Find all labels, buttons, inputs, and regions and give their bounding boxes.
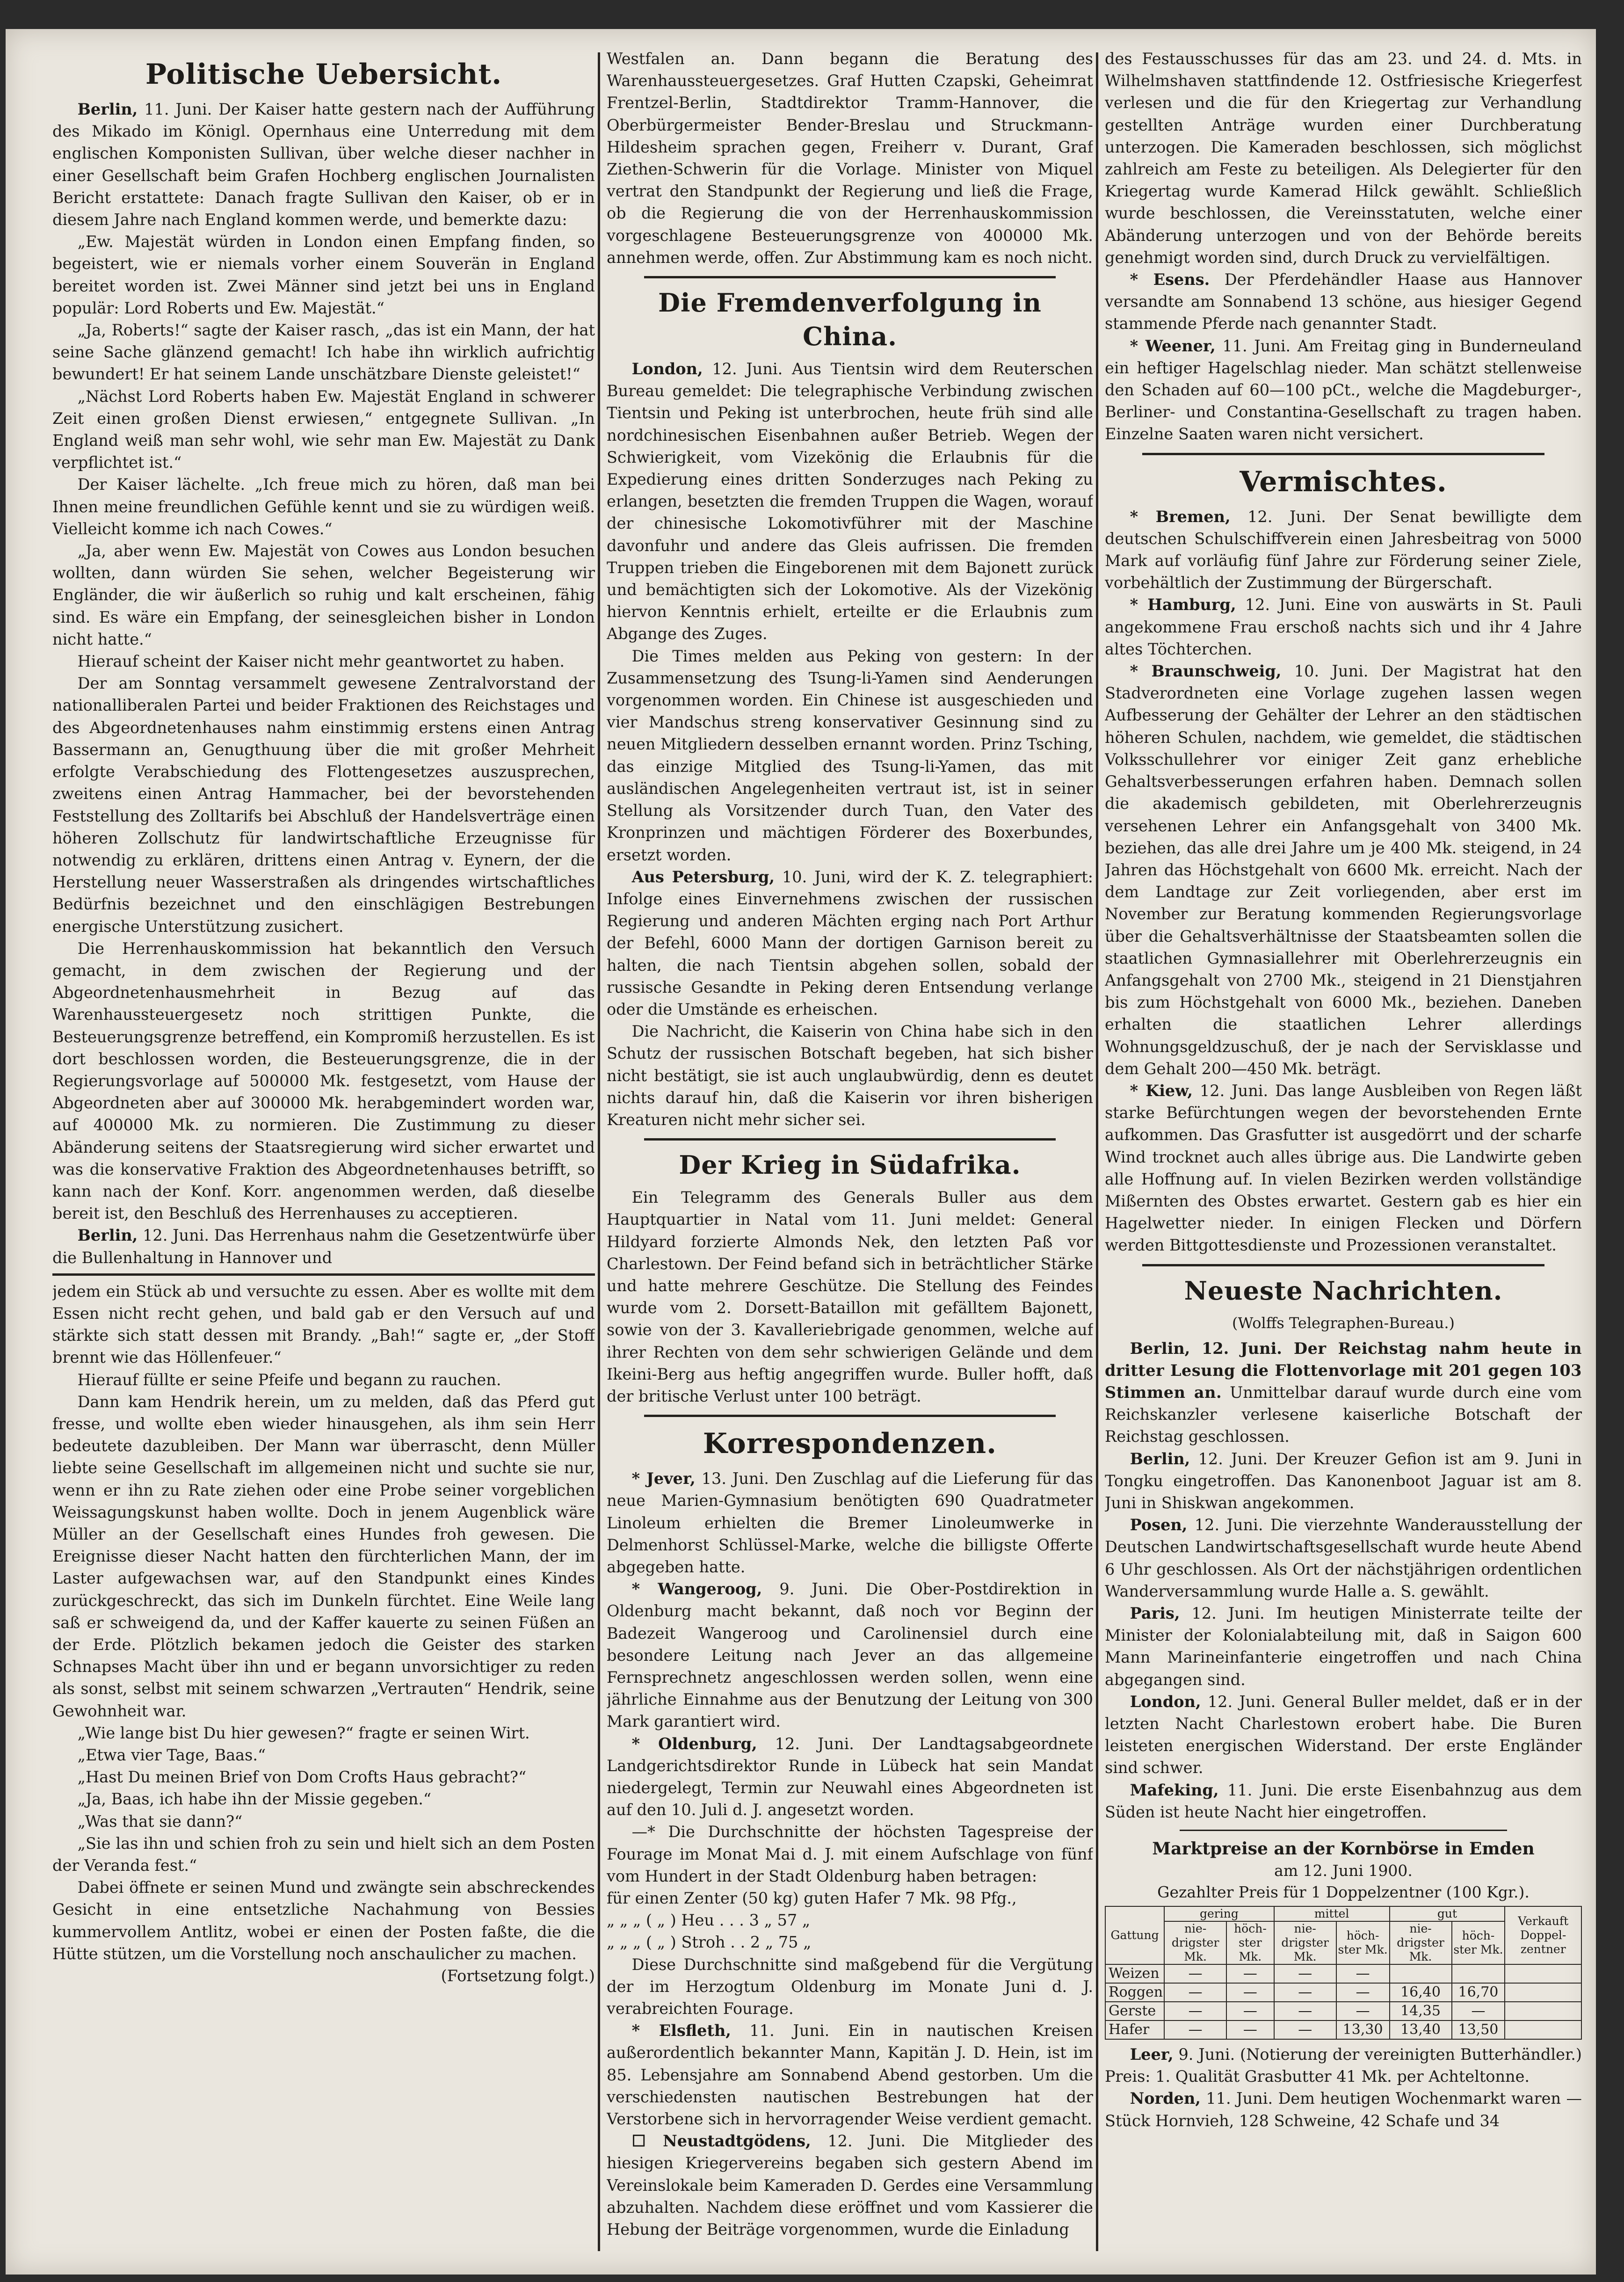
dateline: ☐ Neustadtgödens, (631, 2132, 811, 2151)
paragraph-text: 12. Juni. Das Herrenhaus nahm die Gesetzentwürfe über die Bullenhaltung in Hannover und (52, 1226, 595, 1267)
dateline: * Hamburg, (1130, 596, 1236, 614)
paragraph-text: 12. Juni. General Buller meldet, daß er in der letzten Nacht Charlestown erobert habe. Die Buren leisteten energischen Widerstand. Der erste Engländer sind schwer. (1105, 1692, 1582, 1777)
paragraph-text: 10. Juni. Der Magistrat hat den Stadverordneten eine Vorlage zugehen lassen wegen Aufbesserung der Gehälter der Lehrer an den städtischen höheren Schulen, nachdem, wie gemeldet, die städtischen Volksschullehrer vor einiger Zeit ganz erhebliche Gehaltsverbesserungen erfahren haben. Demnach sollen die akademisch gebildeten, mit Oberlehrerzeugnis versehenen Lehrer ein Anfangsgehalt von 3400 Mk. beziehen, das alle drei Jahre um je 400 Mk. steigend, in 24 Jahren das Höchstgehalt von 6600 Mk. erreicht. Nach der dem Landtage zur Zeit vorliegenden, aber erst im November zur Beratung kommenden Regierungsvorlage über die Gehaltsverhältnisse der Staatsbeamten sollen die staatlichen Gymnasiallehrer mit Oberlehrerzeugnis ein Anfangsgehalt von 2700 Mk., steigend in 21 Dienstjahren bis zum Höchstgehalt von 6000 Mk., beziehen. Daneben erhalten die staatlichen Lehrer allerdings Wohnungsgeldzuschuß, der je nach der Servisklasse und dem Gehalt 200—450 Mk. beträgt. (1105, 662, 1582, 1078)
grain-type: Weizen (1105, 1964, 1164, 1983)
column-rule (598, 52, 600, 2251)
price-cell: — (1452, 2002, 1505, 2020)
paragraph-text: 12. Juni. Die vierzehnte Wanderausstellung der Deutschen Landwirtschaftsgesellschaft wurde heute Abend 6 Uhr geschlossen. Als Ort der nächstjährigen ordentlichen Wanderversammlung wurde Halle a. S. gewählt. (1105, 1516, 1582, 1600)
paragraph-text: Der am Sonntag versammelt gewesene Zentralvorstand der nationalliberalen Partei und beider Fraktionen des Reichstages und des Abgeordnetenhauses nahm einstimmig erstens einen Antrag Bassermann an, Genugthuung über die mit großer Mehrheit erfolgte Verabschiedung des Flottengesetzes auszusprechen, zweitens einen Antrag Hammacher, bei der bevorstehenden Feststellung des Zolltarifs bei Abschluß der Handelsverträge einen höheren Zollschutz für landwirtschaftliche Erzeugnisse für notwendig zu erklären, drittens einen Antrag v. Eynern, der die Herstellung neuer Wasserstraßen als dringendes wirtschaftliches Bedürfnis bezeichnet und den einschlägigen Bestrebungen energische Unterstützung zusichert. (52, 674, 595, 936)
paragraph-text: 9. Juni. Die Ober-Postdirektion in Oldenburg macht bekannt, daß noch vor Beginn der Badezeit Wangeroog und Carolinensiel durch eine besondere Leitung nach Jever an das allgemeine Fernsprechnetz angeschlossen werden sollen, wenn eine jährliche Einnahme aus der Benutzung der Leitung von 300 Mark garantiert wird. (607, 1580, 1093, 1731)
paragraph-text: 12. Juni. Der Landtagsabgeordnete Landgerichtsdirektor Runde in Lübeck hat sein Mandat niedergelegt, Termin zur Neuwahl eines Abgeordneten ist auf den 10. Juli d. J. angesetzt worden. (607, 1734, 1093, 1819)
paragraph (607, 1931, 1093, 1953)
dateline: * Oldenburg, (631, 1734, 757, 1753)
dateline: * Braunschweig, (1130, 662, 1282, 681)
dateline: Berlin, (1130, 1449, 1190, 1468)
paragraph (607, 1954, 1093, 2020)
header-gut: gut (1390, 1906, 1505, 1921)
price-cell: — (1164, 2020, 1226, 2039)
paragraph-text: 12. Juni. Im heutigen Ministerrate teilte der Minister der Kolonialabteilung mit, daß in Saigon 600 Mann Marineinfanterie eingetroffen und nach China abgegangen sind. (1105, 1604, 1582, 1689)
paragraph (607, 1468, 1093, 1578)
paragraph (1105, 1602, 1582, 1691)
section-subheading: (Wolffs Telegraphen-Bureau.) (1232, 1314, 1455, 1332)
dateline: London, (1130, 1692, 1201, 1711)
dateline: Leer, (1130, 2045, 1174, 2064)
section-heading: Der Krieg in Südafrika. (679, 1150, 1021, 1180)
article-correspondence (607, 1468, 1093, 2240)
paragraph (52, 1788, 595, 1810)
column-rule (1096, 52, 1098, 2251)
header-gattung: Gattung (1105, 1906, 1164, 1964)
dateline: * Wangeroog, (631, 1580, 762, 1599)
section-heading: Neueste Nachrichten. (1184, 1275, 1503, 1306)
paragraph-text: 13. Juni. Den Zuschlag auf die Lieferung für das neue Marien-Gymnasium benötigten 690 Quadratmeter Linoleum erhielten die Bremer Linoleumwerke in Delmenhorst Schlüssel-Marke, welche die billigste Offerte abgegeben hatte. (607, 1469, 1093, 1576)
paragraph (52, 473, 595, 540)
price-cell: — (1164, 1983, 1226, 2002)
paragraph (52, 1391, 595, 1722)
section-heading: Die Fremdenverfolgung in China. (658, 288, 1042, 352)
price-cell: — (1164, 1964, 1226, 1983)
paragraph-text: Diese Durchschnitte sind maßgebend für die Vergütung der im Herzogtum Oldenburg im Monate Juni d. J. verabreichten Fourage. (607, 1955, 1093, 2018)
article-market-reports (1105, 2043, 1582, 2132)
price-cell: — (1274, 1983, 1336, 2002)
paragraph (1105, 2043, 1582, 2087)
grain-type: Hafer (1105, 2020, 1164, 2039)
header-niedrigster: nie-drigster Mk. (1164, 1921, 1226, 1964)
column-2 (607, 48, 1093, 2256)
grain-type: Gerste (1105, 2002, 1164, 2020)
paragraph-text: Dann kam Hendrik herein, um zu melden, daß das Pferd gut fresse, und wollte eben wieder hinausgehen, als ihm sein Herr bedeutete dazubleiben. Der Mann war überrascht, denn Müller liebte seine Gesellschaft im allgemeinen nicht und suchte sie nur, wenn er ihn zu Rate ziehen oder eine Probe seiner vorgeblichen Weissagungskunst haben wollte. Doch in jenem Augenblick wäre Müller an der Gesellschaft eines Hundes froh gewesen. Die Ereignisse dieser Nacht hatten den fürchterlichen Mann, der im Laster aufgewachsen war, auf den Standpunkt eines Kindes zurückgeschreckt, das sich im Dunkeln fürchtet. Eine Weile lang saß er schweigend da, und der Kaffer kauerte zu seinen Füßen an der Erde. Plötzlich bekamen jedoch die Geister des starken Schnapses Macht über ihn und er begann unvorsichtiger zu reden als sonst, selbst mit seinem schwarzen „Vertrauten“ Hendrik, seine Gewohnheit war. (52, 1392, 595, 1720)
paragraph (607, 1887, 1093, 1909)
paragraph (607, 1733, 1093, 1821)
price-cell (1390, 1964, 1452, 1983)
dateline: Mafeking, (1130, 1781, 1219, 1799)
section-heading: Politische Uebersicht. (145, 58, 502, 91)
paragraph-text: Unmittelbar darauf wurde durch eine vom Reichskanzler verlesene kaiserliche Botschaft der Reichstag geschlossen. (1105, 1383, 1582, 1446)
header-mittel: mittel (1274, 1906, 1390, 1921)
paragraph (1105, 269, 1582, 335)
market-title: Marktpreise an der Kornbörse in Emden (1152, 1839, 1535, 1859)
paragraph-text: Hierauf füllte er seine Pfeife und begann zu rauchen. (77, 1370, 501, 1389)
dateline: London, (631, 360, 703, 378)
paragraph (1105, 48, 1582, 269)
paragraph (1105, 1080, 1582, 1257)
price-cell: — (1274, 2020, 1336, 2039)
price-cell: 13,40 (1390, 2020, 1452, 2039)
paragraph (52, 385, 595, 474)
paragraph (607, 358, 1093, 645)
newspaper-page (6, 29, 1596, 2275)
paragraph (52, 1224, 595, 1268)
paragraph-text: Westfalen an. Dann begann die Beratung des Warenhaussteuergesetzes. Graf Hutten Czapski, Geheimrat Frentzel-Berlin, Stadtdirektor Tramm-Hannover, die Oberbürgermeister Bender-Breslau und Struckmann-Hildesheim sprachen gegen, Freiherr v. Durant, Graf Ziethen-Schwerin für die Vorlage. Minister von Miquel vertrat den Standpunkt der Regierung und ließ die Frage, ob die Regierung die von der Herrenhauskommission vorgeschlagene Besteuerungsgrenze von 400000 Mk. annehmen werde, offen. Zur Abstimmung kam es noch nicht. (607, 50, 1093, 267)
paragraph (607, 2020, 1093, 2130)
price-cell: — (1226, 1983, 1274, 2002)
paragraph-text: „Wie lange bist Du hier gewesen?“ fragte er seinen Wirt. (77, 1723, 530, 1742)
article-china (607, 358, 1093, 1131)
paragraph-text: 12. Juni. Der Senat bewilligte dem deutschen Schulschiffverein einen Jahresbeitrag von 5000 Mark auf vorläufig fünf Jahre zur Förderung seiner Ziele, vorbehältlich der Zustimmung der Bürgerschaft. (1105, 507, 1582, 592)
table-row (1105, 1964, 1581, 1983)
paragraph-text: „ „ „ ( „ ) Heu . . . 3 „ 57 „ (607, 1911, 811, 1930)
header-hoechster: höch-ster Mk. (1452, 1921, 1505, 1964)
divider (1142, 453, 1544, 455)
paragraph (52, 1280, 595, 1369)
paragraph-text: „Ja, Roberts!“ sagte der Kaiser rasch, „das ist ein Mann, der hat seine Sache glänzend gemacht! Ich habe ihn wirklich aufrichtig bewundert! Er hat seinem Lande unschätzbare Dienste geleistet!“ (52, 321, 595, 384)
market-table-body (1105, 1964, 1581, 2039)
price-cell (1505, 1964, 1581, 1983)
dateline: Aus Petersburg, (631, 867, 775, 886)
paragraph-text: Dabei öffnete er seinen Mund und zwängte sein abschreckendes Gesicht in eine entsetzliche Nachahmung von Bessies kummervollem Antlitz, wobei er einen der Posten faßte, die die Hütte stützen, um die Vorstellung noch anschaulicher zu machen. (52, 1878, 595, 1963)
grain-type: Roggen (1105, 1983, 1164, 2002)
dateline: * Esens. (1130, 270, 1210, 289)
paragraph-text: „Nächst Lord Roberts haben Ew. Majestät England in schwerer Zeit einen großen Dienst erwiesen,“ entgegnete Sullivan. „In England weiß man sehr wohl, wie sehr man Ew. Majestät zu Dank verpflichtet ist.“ (52, 387, 595, 472)
market-price-table (1105, 1906, 1582, 2040)
article-politics (52, 98, 595, 1269)
article-latest-news (1105, 1337, 1582, 1823)
paragraph-text: „Ja, aber wenn Ew. Majestät von Cowes aus London besuchen wollten, dann würden Sie sehen, welcher Begeisterung wir Engländer, die wir äußerlich so ruhig und kalt erscheinen, fähig sind. Es wäre ein Empfang, der seinesgleichen bisher in London nicht hatte.“ (52, 542, 595, 648)
paragraph (52, 1722, 595, 1744)
feuilleton-divider (52, 1273, 595, 1276)
paragraph (607, 1578, 1093, 1732)
paragraph-text: Die Nachricht, die Kaiserin von China habe sich in den Schutz der russischen Botschaft begeben, hat sich bisher nicht bestätigt, sie ist auch unglaubwürdig, denn es deutet nichts darauf hin, daß die Kaiserin vor ihren bisherigen Kreaturen nicht mehr sicher sei. (607, 1022, 1093, 1129)
paragraph (607, 1821, 1093, 1887)
paragraph (52, 231, 595, 319)
paragraph (52, 98, 595, 231)
feuilleton-story (52, 1280, 595, 1965)
price-cell: — (1164, 2002, 1226, 2020)
price-cell: — (1226, 2002, 1274, 2020)
paragraph (52, 540, 595, 650)
paragraph-text: 12. Juni. Eine von auswärts in St. Pauli angekommene Frau erschoß nachts sich und ihr 4 Jahre altes Töchterchen. (1105, 596, 1582, 658)
price-cell (1452, 1964, 1505, 1983)
paragraph-text: 12. Juni. Aus Tientsin wird dem Reuterschen Bureau gemeldet: Die telegraphische Verbindung zwischen Tientsin und Peking ist unterbrochen, heute früh sind alle nordchinesischen Eisenbahnen außer Betrieb. Wegen der Schwierigkeit, vom Vizekönig die Erlaubnis für die Expedierung eines dritten Sonderzuges nach Peking zu erlangen, besetzten die fremden Truppen die Wagen, worauf der chinesische Lokomotivführer mit der Maschine davonfuhr und andere das Gleis aufrissen. Die fremden Truppen trieben die Eingeborenen mit dem Bajonett zurück und bemächtigten sich der Lokomotive. Als der Vizekönig hiervon Kenntnis erhielt, erteilte er die Erlaubnis zum Abgange des Zuges. (607, 360, 1093, 643)
dateline: Berlin, 12. Juni. (1130, 1339, 1282, 1358)
paragraph (52, 319, 595, 385)
paragraph (52, 650, 595, 672)
price-cell: — (1274, 1964, 1336, 1983)
dateline: * Elsfleth, (631, 2021, 731, 2040)
paragraph-text: „Sie las ihn und schien froh zu sein und hielt sich an dem Posten der Veranda fest.“ (52, 1834, 595, 1875)
table-row (1105, 2020, 1581, 2039)
price-cell: 16,40 (1390, 1983, 1452, 2002)
dateline: Berlin, (77, 1226, 138, 1245)
paragraph (52, 1369, 595, 1391)
column-1 (52, 48, 595, 2256)
price-cell (1505, 2002, 1581, 2020)
article-continuation (1105, 48, 1582, 445)
price-cell: — (1274, 2002, 1336, 2020)
paragraph (607, 48, 1093, 269)
paragraph-text: 12. Juni. Die Mitglieder des hiesigen Kriegervereins begaben sich gestern Abend im Vereinslokale beim Kameraden D. Gerdes eine Versammlung abzuhalten. Nachdem diese eröffnet und vom Kassierer die Hebung der Beiträge vorgenommen, wurde die Einladung (607, 2132, 1093, 2239)
article-miscellaneous (1105, 506, 1582, 1257)
price-cell: — (1336, 1983, 1390, 2002)
price-cell: 13,50 (1452, 2020, 1505, 2039)
header-hoechster: höch-ster Mk. (1336, 1921, 1390, 1964)
paragraph-text: jedem ein Stück ab und versuchte zu essen. Aber es wollte mit dem Essen nicht recht gehen, und bald gab er den Versuch auf und stärkte sich statt dessen mit Brandy. „Bah!“ sagte er, „der Stoff brennt wie das Höllenfeuer.“ (52, 1282, 595, 1367)
section-heading: Korrespondenzen. (703, 1427, 997, 1461)
price-cell: — (1336, 2002, 1390, 2020)
header-niedrigster: nie-drigster Mk. (1390, 1921, 1452, 1964)
paragraph-text: —* Die Durchschnitte der höchsten Tagespreise der Fourage im Monat Mai d. J. mit einem Aufschlage von fünf vom Hundert in der Stadt Oldenburg haben betragen: (607, 1823, 1093, 1885)
continuation-note: (Fortsetzung folgt.) (441, 1967, 595, 1985)
paragraph-text: „Ew. Majestät würden in London einen Empfang finden, so begeistert, wie er niemals vorher einem Souverän in England bereitet worden ist. Zwei Männer sind jetzt bei uns in England populär: Lord Roberts und Ew. Majestät.“ (52, 233, 595, 317)
dateline: * Weener, (1130, 336, 1216, 355)
divider (1142, 1264, 1544, 1266)
paragraph (52, 1876, 595, 1965)
paragraph (607, 866, 1093, 1020)
paragraph (607, 2130, 1093, 2240)
price-cell: 14,35 (1390, 2002, 1452, 2020)
paragraph-text: 11. Juni. Ein in nautischen Kreisen außerordentlich bekannter Mann, Kapitän J. D. Hein, ist im 85. Lebensjahre am Sonnabend Abend gestorben. Um die verschiedensten nautischen Bestrebungen hat der Verstorbene sich in hervorragender Weise verdient gemacht. (607, 2021, 1093, 2129)
paragraph (1105, 506, 1582, 594)
header-gering: gering (1164, 1906, 1274, 1921)
header-hoechster: höch-ster Mk. (1226, 1921, 1274, 1964)
paragraph-text: 9. Juni. (Notierung der vereinigten Butterhändler.) Preis: 1. Qualität Grasbutter 41 Mk. per Achteltonne. (1105, 2045, 1582, 2086)
table-row (1105, 1983, 1581, 2002)
price-cell: — (1226, 1964, 1274, 1983)
paragraph (1105, 1514, 1582, 1602)
paragraph-text: Hierauf scheint der Kaiser nicht mehr geantwortet zu haben. (77, 652, 565, 671)
table-row (1105, 2002, 1581, 2020)
dateline: Paris, (1130, 1604, 1180, 1622)
paragraph-text: 11. Juni. Der Kaiser hatte gestern nach der Aufführung des Mikado im Königl. Opernhaus eine Unterredung mit dem englischen Komponisten Sullivan, über welche dieser nachher in einer Gesellschaft beim Grafen Hochberg englischen Journalisten Bericht erstattete: Danach fragte Sullivan den Kaiser, ob er in diesem Jahre nach England kommen werde, und bemerkte dazu: (52, 100, 595, 229)
paragraph-text: Die Herrenhauskommission hat bekanntlich den Versuch gemacht, in dem zwischen der Regierung und der Abgeordnetenhausmehrheit in Bezug auf das Warenhaussteuergesetz noch strittigen Punkte, die Besteuerungsgrenze betreffend, ein Kompromiß herzustellen. Es ist dort beschlossen worden, die Besteuerungsgrenze, die in der Regierungsvorlage auf 500000 Mk. festgesetzt, vom Hause der Abgeordneten aber auf 300000 Mk. herabgemindert worden war, auf 400000 Mk. zu normieren. Die Zustimmung zu dieser Abänderung seitens der Staatsregierung wird sicher erwartet und was die konservative Fraktion des Abgeordnetenhauses betrifft, so kann nach der Konf. Korr. angenommen werden, daß dieselbe bereit ist, den Beschluß des Herrenhauses zu acceptieren. (52, 939, 595, 1223)
divider (1180, 1830, 1507, 1831)
paragraph-text: „Was that sie dann?“ (77, 1812, 243, 1831)
market-unit: Gezahlter Preis für 1 Doppelzentner (100 Kgr.). (1157, 1883, 1530, 1902)
paragraph-text: 12. Juni. Das lange Ausbleiben von Regen läßt starke Befürchtungen wegen der bevorstehenden Ernte aufkommen. Das Grasfutter ist ausgedörrt und der scharfe Wind trocknet auch alles übrige aus. Die Landwirte geben alle Hoffnung auf. In vielen Bezirken werden vollständige Mißernten des Obstes erwartet. Gestern gab es hier ein Hagelwetter nieder. In einigen Flecken und Dörfern werden Bittgottesdienste und Prozessionen veranstaltet. (1105, 1081, 1582, 1255)
paragraph (607, 1909, 1093, 1931)
paragraph-text: Der Kaiser lächelte. „Ich freue mich zu hören, daß man bei Ihnen meine freundlichen Gefühle kennt und sie zu würdigen weiß. Vielleicht komme ich nach Cowes.“ (52, 475, 595, 538)
paragraph-text: Der Pferdehändler Haase aus Hannover versandte am Sonnabend 13 schöne, aus hiesiger Gegend stammende Pferde nach genannter Stadt. (1105, 270, 1582, 333)
paragraph-text: Die Times melden aus Peking von gestern: In der Zusammensetzung des Tsung-li-Yamen sind Aenderungen vorgenommen worden. Ein Chinese ist ausgeschieden und vier Mandschus streng konservativer Gesinnung sind zu neuen Mitgliedern desselben ernannt worden. Prinz Tsching, das einzige Mitglied des Tsung-li-Yamen, das mit ausländischen Angelegenheiten vertraut ist, ist in seiner Stellung als Vorsitzender durch Tuan, den Vater des Kronprinzen und mächtigen Förderer des Boxerbundes, ersetzt worden. (607, 647, 1093, 864)
paragraph (1105, 1337, 1582, 1448)
price-cell: — (1336, 1964, 1390, 1983)
divider (644, 1138, 1056, 1141)
market-date: am 12. Juni 1900. (1274, 1861, 1413, 1880)
paragraph (52, 672, 595, 937)
article-continuation (607, 48, 1093, 269)
header-niedrigster: nie-drigster Mk. (1274, 1921, 1336, 1964)
paragraph (52, 1810, 595, 1832)
section-heading: Vermischtes. (1240, 465, 1447, 498)
divider (644, 276, 1056, 278)
paragraph (52, 938, 595, 1225)
paragraph (1105, 335, 1582, 445)
paragraph-text: „Hast Du meinen Brief von Dom Crofts Haus gebracht?“ (77, 1768, 527, 1787)
paragraph-text: 11. Juni. Dem heutigen Wochenmarkt waren — Stück Hornvieh, 128 Schweine, 42 Schafe und 34 (1105, 2089, 1582, 2130)
paragraph-text: 11. Juni. Die erste Eisenbahnzug aus dem Süden ist heute Nacht hier eingetroffen. (1105, 1781, 1582, 1821)
paragraph-text: 12. Juni. Der Kreuzer Gefion ist am 9. Juni in Tongku eingetroffen. Das Kanonenboot Jaguar ist am 8. Juni in Shiskwan angekommen. (1105, 1449, 1582, 1512)
paragraph-text: Ein Telegramm des Generals Buller aus dem Hauptquartier in Natal vom 11. Juni meldet: General Hildyard forzierte Almonds Nek, den letzten Paß vor Charlestown. Der Feind befand sich in beträchtlicher Stärke und hatte mehrere Geschütze. Die Stellung des Feindes wurde vom 2. Dorsett-Bataillon mit gefälltem Bajonett, sowie von der 3. Kavalleriebrigade genommen, welche auf ihrer Rechten von dem sehr schwierigen Gelände und dem Ikeini-Berg aus heftig angegriffen wurde. Buller hofft, daß der britische Verlust unter 100 beträgt. (607, 1188, 1093, 1405)
paragraph (607, 645, 1093, 866)
price-cell (1505, 1983, 1581, 2002)
paragraph-text: für einen Zenter (50 kg) guten Hafer 7 Mk. 98 Pfg., (607, 1889, 1017, 1908)
paragraph (1105, 1691, 1582, 1779)
headline-text: Der Reichstag nahm heute in dritter Lesung die Flottenvorlage mit 201 gegen 103 Stimmen an. (1105, 1339, 1582, 1402)
dateline: * Jever, (631, 1469, 696, 1488)
paragraph (1105, 1448, 1582, 1514)
paragraph (52, 1832, 595, 1876)
dateline: Posen, (1130, 1516, 1188, 1534)
dateline: * Bremen, (1130, 507, 1231, 526)
paragraph-text: 11. Juni. Am Freitag ging in Bunderneuland ein heftiger Hagelschlag nieder. Man schätzt stellenweise den Schaden auf 60—100 pCt., welche die Magdeburger-, Berliner- und Constantina-Gesellschaft zu tragen haben. Einzelne Saaten waren nicht versichert. (1105, 336, 1582, 443)
paragraph (607, 1186, 1093, 1407)
price-cell (1505, 2020, 1581, 2039)
column-3 (1105, 48, 1582, 2256)
paragraph-text: des Festausschusses für das am 23. und 24. d. Mts. in Wilhelmshaven stattfindende 12. Ostfriesische Kriegerfest verlesen und die für den Kriegertag zur Verhandlung gestellten Anträge wurden einer Durchberatung unterzogen. Die Kameraden beschlossen, sich möglichst zahlreich am Feste zu beteiligen. Als Delegierter für den Kriegertag wurde Kamerad Hilck gewählt. Schließlich wurde beschlossen, die Vereinsstatuten, welche einer Abänderung unterzogen und von der Behörde bereits genehmigt worden sind, durch Druck zu vervielfältigen. (1105, 50, 1582, 267)
paragraph-text: „Ja, Baas, ich habe ihn der Missie gegeben.“ (77, 1790, 432, 1809)
paragraph (1105, 594, 1582, 660)
paragraph (52, 1744, 595, 1766)
paragraph (607, 1020, 1093, 1131)
paragraph (1105, 1779, 1582, 1823)
paragraph (1105, 2087, 1582, 2131)
paragraph-text: „Etwa vier Tage, Baas.“ (77, 1746, 266, 1765)
paragraph-text: 10. Juni, wird der K. Z. telegraphiert: Infolge eines Einvernehmens zwischen der russischen Regierung und anderen Mächten erging nach Port Arthur der Befehl, 6000 Mann der dortigen Garnison bereit zu halten, die nach Tientsin abgehen sollen, sobald der russische Gesandte in Peking deren Entsendung verlange oder die Umstände es erheischen. (607, 867, 1093, 1018)
paragraph-text: „ „ „ ( „ ) Stroh . . 2 „ 75 „ (607, 1933, 812, 1952)
divider (644, 1415, 1056, 1417)
dateline: Berlin, (77, 100, 138, 118)
dateline: * Kiew, (1130, 1081, 1193, 1100)
price-cell: 16,70 (1452, 1983, 1505, 2002)
price-cell: — (1226, 2020, 1274, 2039)
paragraph (1105, 660, 1582, 1080)
price-cell: 13,30 (1336, 2020, 1390, 2039)
article-war (607, 1186, 1093, 1407)
paragraph (52, 1766, 595, 1788)
header-verkauft: Verkauft Doppel-zentner (1505, 1906, 1581, 1964)
dateline: Norden, (1130, 2089, 1201, 2108)
